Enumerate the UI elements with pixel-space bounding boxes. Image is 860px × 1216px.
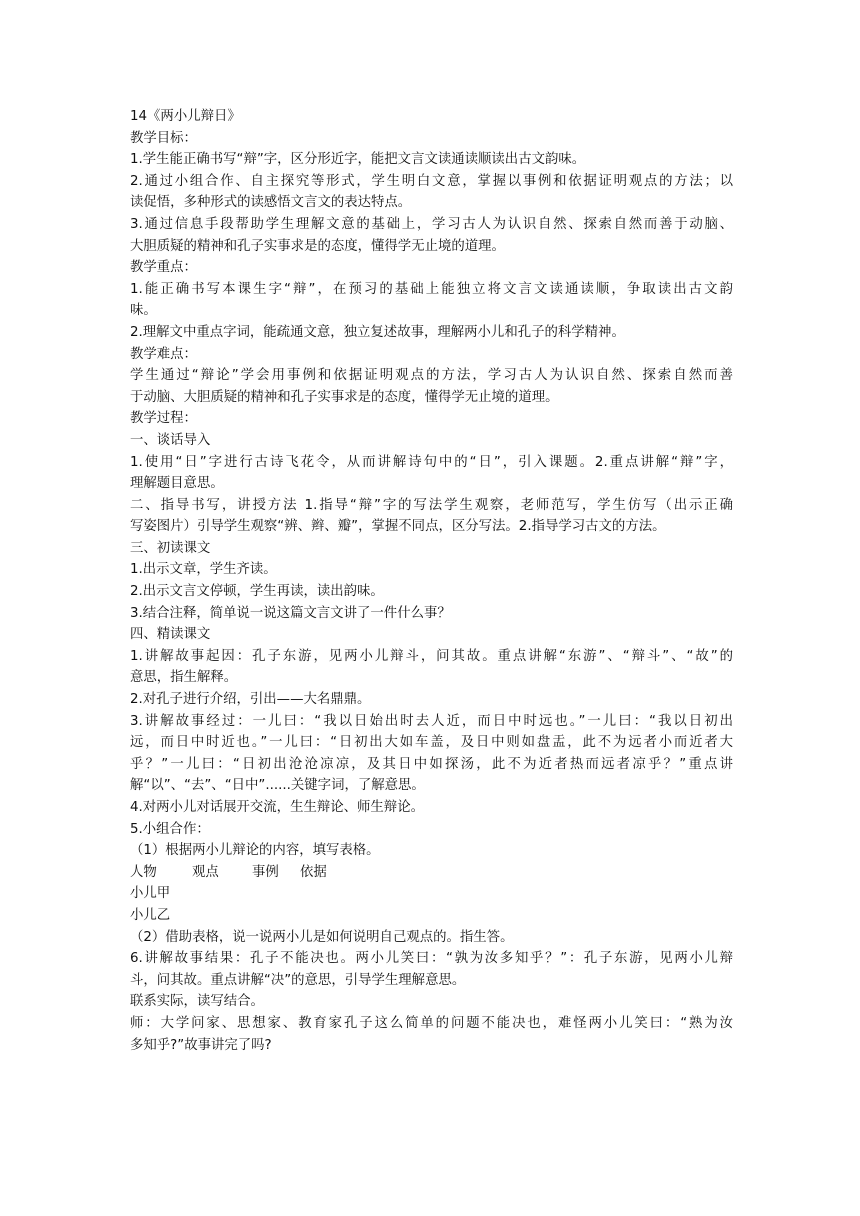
heading-key-points: 教学重点： [130, 260, 197, 276]
section-4-item-2: 2.对孔子进行介绍，引出——大名鼎鼎。 [130, 692, 371, 708]
link-practice: 联系实际，读写结合。 [130, 994, 264, 1010]
section-4-item-6-line-2: 斗，问其故。重点讲解“决”的意思，引导学生理解意思。 [130, 972, 466, 988]
section-4-item-3-line-1: 3.讲解故事经过：一儿曰：“我以日始出时去人近，而日中时远也。”一儿曰：“我以日初出 [130, 713, 733, 729]
section-4-item-5-sub-1: （1）根据两小儿辩论的内容，填写表格。 [130, 843, 380, 859]
section-4-item-3-line-4: 解“以”、“去”、“日中”......关键字词，了解意思。 [130, 778, 425, 794]
table-header-viewpoint: 观点 [192, 864, 219, 880]
difficulty-line-1: 学生通过“辩论”学会用事例和依据证明观点的方法，学习古人为认识自然、探索自然而善 [130, 368, 733, 384]
goal-3-line-2: 大胆质疑的精神和孔子实事求是的态度，懂得学无止境的道理。 [130, 238, 505, 254]
section-4-item-3-line-3: 乎？”一儿曰：“日初出沧沧凉凉，及其日中如探汤，此不为近者热而远者凉乎？”重点讲 [130, 756, 733, 772]
section-4-title: 四、精读课文 [130, 627, 211, 643]
goal-2-line-1: 2.通过小组合作、自主探究等形式，学生明白文意，掌握以事例和依据证明观点的方法；以 [130, 173, 733, 189]
table-row-child-a: 小儿甲 [130, 886, 171, 902]
heading-goals: 教学目标： [130, 130, 197, 146]
section-3-item-3: 3.结合注释，简单说一说这篇文言文讲了一件什么事？ [130, 605, 451, 621]
key-2: 2.理解文中重点字词，能疏通文意，独立复述故事，理解两小儿和孔子的科学精神。 [130, 324, 625, 340]
table-row-child-b: 小儿乙 [130, 907, 171, 923]
section-4-item-1-line-2: 意思，指生解释。 [130, 670, 238, 686]
section-4-item-6-line-1: 6.讲解故事结果：孔子不能决也。两小儿笑曰：“孰为汝多知乎？”：孔子东游，见两小儿辩 [130, 951, 733, 967]
section-4-item-3-line-2: 远，而日中时近也。”一儿曰：“日初出大如车盖，及日中则如盘盂，此不为远者小而近者大 [130, 735, 733, 751]
teacher-line-2: 多知乎?”故事讲完了吗? [130, 1037, 272, 1053]
section-4-item-5: 5.小组合作： [130, 821, 210, 837]
goal-3-line-1: 3.通过信息手段帮助学生理解文意的基础上，学习古人为认识自然、探索自然而善于动脑、 [130, 216, 733, 232]
section-1-line-1: 1.使用“日”字进行古诗飞花令，从而讲解诗句中的“日”，引入课题。2.重点讲解“辩”字， [130, 454, 733, 470]
section-4-item-5-sub-2: （2）借助表格，说一说两小儿是如何说明自己观点的。指生答。 [130, 929, 514, 945]
teacher-line-1: 师：大学问家、思想家、教育家孔子这么简单的问题不能决也，难怪两小儿笑曰：“熟为汝 [130, 1015, 733, 1031]
section-3-item-1: 1.出示文章，学生齐读。 [130, 562, 277, 578]
table-header-example: 事例 [252, 864, 279, 880]
heading-difficulties: 教学难点： [130, 346, 197, 362]
goal-1: 1.学生能正确书写“辩”字，区分形近字，能把文言文读通读顺读出古文韵味。 [130, 152, 586, 168]
key-1-line-2: 味。 [130, 303, 157, 319]
table-header-basis: 依据 [300, 864, 327, 880]
table-header-row [130, 862, 733, 884]
section-2-line-2: 写姿图片）引导学生观察“辨、辫、瓣”，掌握不同点，区分写法。2.指导学习古文的方法。 [130, 519, 666, 535]
section-3-title: 三、初读课文 [130, 540, 211, 556]
document-body [130, 106, 733, 1056]
goal-2-line-2: 读促悟，多种形式的读感悟文言文的表达特点。 [130, 195, 412, 211]
section-4-item-1-line-1: 1.讲解故事起因：孔子东游，见两小儿辩斗，问其故。重点讲解“东游”、“辩斗”、“故”的 [130, 648, 733, 664]
doc-title: 14《两小儿辩日》 [130, 109, 241, 124]
section-2-line-1: 二、指导书写，讲授方法 1.指导“辩”字的写法学生观察，老师范写，学生仿写（出示正确 [130, 497, 733, 513]
section-3-item-2: 2.出示文言文停顿，学生再读，读出韵味。 [130, 584, 384, 600]
key-1-line-1: 1.能正确书写本课生字“辩”，在预习的基础上能独立将文言文读通读顺，争取读出古文韵 [130, 281, 733, 297]
heading-process: 教学过程： [130, 411, 197, 427]
section-4-item-4: 4.对两小儿对话展开交流，生生辩论、师生辩论。 [130, 800, 424, 815]
table-header-person: 人物 [130, 864, 157, 880]
difficulty-line-2: 于动脑、大胆质疑的精神和孔子实事求是的态度，懂得学无止境的道理。 [130, 389, 559, 405]
section-1-title: 一、谈话导入 [130, 432, 211, 448]
section-1-line-2: 理解题目意思。 [130, 476, 224, 492]
